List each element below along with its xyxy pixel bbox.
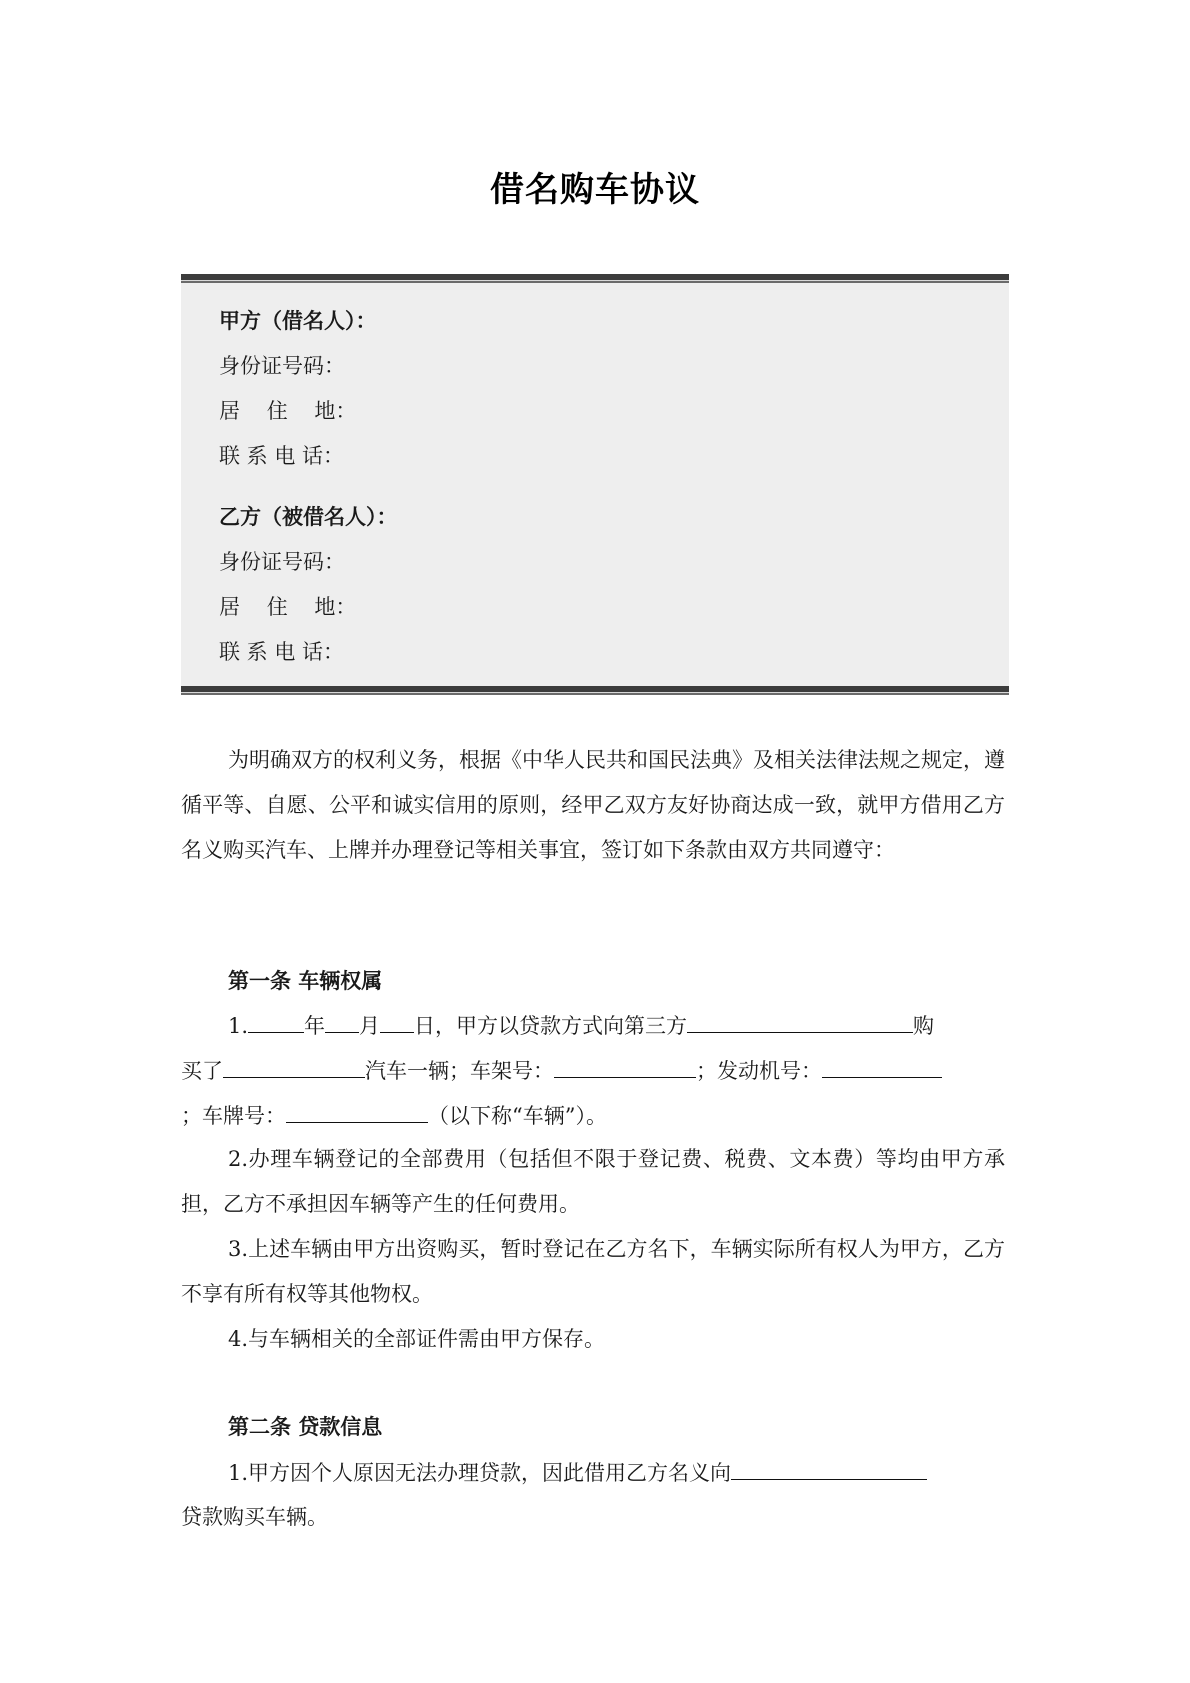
plate-number-blank[interactable] <box>286 1100 428 1123</box>
party-b-phone-label: 联 系 电 话： <box>219 640 345 664</box>
year-blank[interactable] <box>248 1010 304 1033</box>
party-info-box <box>181 274 1009 695</box>
vin-blank[interactable] <box>554 1055 696 1078</box>
party-a-heading: 甲方（借名人）： <box>219 309 377 333</box>
engine-number-blank[interactable] <box>822 1055 942 1078</box>
article-2-title: 第二条 贷款信息 <box>228 1415 383 1439</box>
day-blank[interactable] <box>380 1010 414 1033</box>
article-1-title: 第一条 车辆权属 <box>228 969 383 993</box>
article-1-clause-3: 3.上述车辆由甲方出资购买，暂时登记在乙方名下，车辆实际所有权人为甲方，乙方不享有所有权等其他物权。 <box>181 1237 1005 1306</box>
page-title: 借名购车协议 <box>490 170 700 210</box>
article-1-clause-1-line-3: ；车牌号： （以下称“车辆”）。 <box>181 1100 607 1131</box>
box-top-rule <box>181 274 1009 283</box>
preamble-paragraph: 为明确双方的权利义务，根据《中华人民共和国民法典》及相关法律法规之规定，遵循平等、自愿、公平和诚实信用的原则，经甲乙双方友好协商达成一致，就甲方借用乙方名义购买汽车、上牌并办理登记等相关事宜，签订如下条款由双方共同遵守： <box>181 748 1005 862</box>
article-2-clause-1-line-1: 1.甲方因个人原因无法办理贷款，因此借用乙方名义向 <box>228 1457 927 1488</box>
article-1-clause-1-line-1: 1. 年 月 日，甲方以贷款方式向第三方 购 <box>228 1010 934 1041</box>
party-b-address-label: 居 住 地： <box>219 595 357 619</box>
party-b-id-label: 身份证号码： <box>219 550 345 574</box>
lender-blank[interactable] <box>731 1457 927 1480</box>
month-blank[interactable] <box>325 1010 359 1033</box>
third-party-blank[interactable] <box>687 1010 913 1033</box>
party-b-heading: 乙方（被借名人）： <box>219 505 398 529</box>
article-1-clause-2: 2.办理车辆登记的全部费用（包括但不限于登记费、税费、文本费）等均由甲方承担，乙方不承担因车辆等产生的任何费用。 <box>181 1147 1005 1216</box>
party-a-address-label: 居 住 地： <box>219 399 357 423</box>
article-1-clause-4: 4.与车辆相关的全部证件需由甲方保存。 <box>228 1327 606 1351</box>
box-bottom-rule <box>181 686 1009 695</box>
party-a-id-label: 身份证号码： <box>219 354 345 378</box>
car-model-blank[interactable] <box>223 1055 365 1078</box>
party-a-phone-label: 联 系 电 话： <box>219 444 345 468</box>
article-2-clause-1-line-2: 贷款购买车辆。 <box>181 1505 328 1529</box>
article-1-clause-1-line-2: 买了 汽车一辆；车架号： ；发动机号： <box>181 1055 942 1086</box>
